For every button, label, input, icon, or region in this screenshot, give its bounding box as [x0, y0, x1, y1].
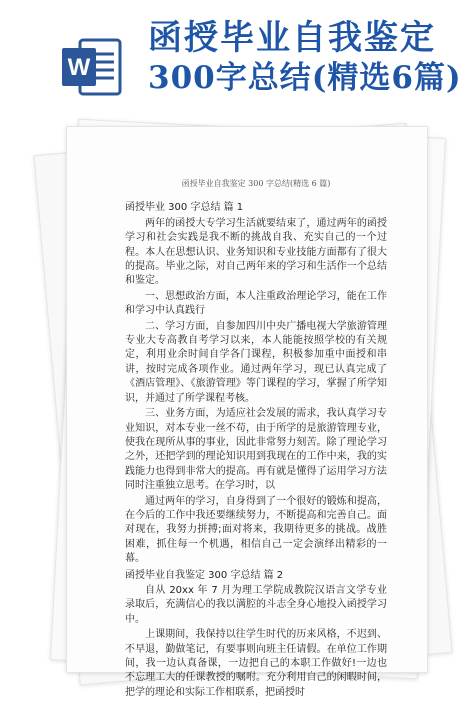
paper-sheet-front — [66, 126, 428, 698]
paragraph: 三、业务方面，为适应社会发展的需求，我认真学习专业知识，对本专业一丝不苟，由于所学的是旅游管理专业，使我在现所从事的事业，因此非常努力刻苦。除了理论学习之外，还把学到的理论知识用到我现在的工作中来，我的实践能力也得到非常大的提高。再有就是懂得了运用学习方法同时注重独立思考。在学习时，以 — [125, 408, 387, 492]
paragraph: 自从 20xx 年 7 月为理工学院成教院汉语言文学专业录取后，充满信心的我以满腔的斗志全身心地投入函授学习中。 — [125, 584, 387, 625]
running-head: 函授毕业自我鉴定 300 字总结(精选 6 篇) — [181, 179, 331, 188]
paragraph: 上课期间，我保持以往学生时代的历来风格，不迟到、不早退，勤做笔记，有要事则向班主任请假。在单位工作期间，我一边认真备课，一边把自己的本职工作做好!一边也不忘理工大的任课教授的嘱咐。充分利用自己的闲暇时间，把学的理论和实际工作相联系，把函授时 — [125, 629, 387, 698]
document-body — [125, 177, 387, 701]
document-preview — [0, 108, 474, 698]
paragraph: 二、学习方面，自参加四川中央广播电视大学旅游管理专业大专高教自考学习以来，本人能能按照学校的有关规定，利用业余时间自学各门课程，积极参加重中面授和串讲，按时完成各项作业。通过两年学习，现已认真完成了《酒店管理》、《旅游管理》等门课程的学习，掌握了所学知识，并通过了所学课程考核。 — [125, 320, 387, 404]
section-heading: 函授毕业 300 字总结 篇 1 — [125, 202, 244, 214]
title-line-1: 函授毕业自我鉴定 — [148, 18, 436, 58]
paragraph: 一、思想政治方面，本人注重政治理论学习，能在工作和学习中认真践行 — [125, 290, 387, 317]
title-line-2: 300字总结(精选6篇) — [148, 60, 462, 96]
svg-text:W: W — [67, 54, 91, 81]
paragraph: 通过两年的学习，自身得到了一个很好的锻炼和提高，在今后的工作中我还要继续努力，不断提高和完善自己。面对现在，我努力拼搏;面对将来，我期待更多的挑战。战胜困难，抓住每一个机遇，相信自己一定会演绎出精彩的一幕。 — [125, 495, 387, 565]
title-banner — [0, 0, 474, 112]
paragraph: 两年的函授大专学习生活就要结束了，通过两年的函授学习和社会实践是我不断的挑战自我、充实自己的一个过程。本人在思想认识、业务知识和专业技能方面都有了很大的提高。毕业之际，对自己两年来的学习和生活作一个总结和鉴定。 — [125, 217, 387, 287]
page-title — [148, 18, 468, 98]
word-document-icon — [60, 36, 122, 98]
section-heading: 函授毕业自我鉴定 300 字总结 篇 2 — [125, 569, 284, 581]
